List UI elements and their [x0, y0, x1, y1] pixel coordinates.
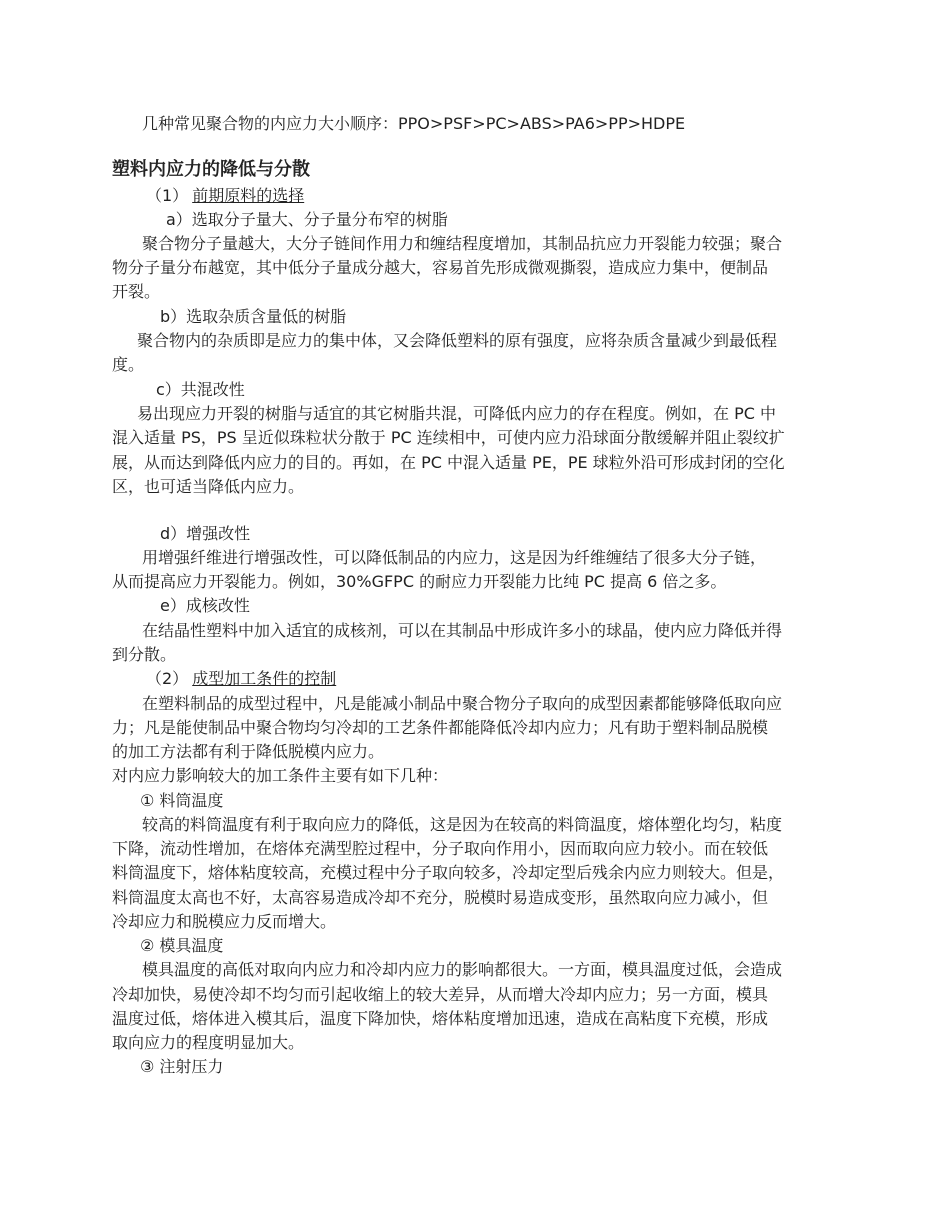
condition-1-line-4: 料筒温度太高也不好，太高容易造成冷却不充分，脱模时易造成变形，虽然取向应力减小，但	[112, 888, 769, 907]
item-c-line-3: 展，从而达到降低内应力的目的。再如，在 PC 中混入适量 PE，PE 球粒外沿可形成封闭的空化	[112, 453, 785, 472]
item-e-line-2: 到分散。	[112, 645, 177, 664]
item-a-line-3: 开裂。	[112, 282, 161, 301]
item-b-line-2: 度。	[112, 355, 145, 374]
condition-2-line-2: 冷却加快，易使冷却不均匀而引起收缩上的较大差异，从而增大冷却内应力；另一方面，模具	[112, 985, 769, 1004]
item-c-line-2: 混入适量 PS，PS 呈近似珠粒状分散于 PC 连续相中，可使内应力沿球面分散缓解并阻止裂纹扩	[112, 428, 785, 447]
item-a-title: a）选取分子量大、分子量分布窄的树脂	[166, 210, 448, 229]
subsection-1-label: 前期原料的选择	[192, 186, 305, 205]
item-a-line-1: 聚合物分子量越大，大分子链间作用力和缠结程度增加，其制品抗应力开裂能力较强；聚合	[142, 234, 783, 253]
subsection-1-title	[146, 184, 304, 208]
item-e-line-1: 在结晶性塑料中加入适宜的成核剂，可以在其制品中形成许多小的球晶，使内应力降低并得	[142, 621, 783, 640]
condition-1-line-2: 下降，流动性增加，在熔体充满型腔过程中，分子取向作用小，因而取向应力较小。而在较低	[112, 839, 769, 858]
condition-1-line-1: 较高的料筒温度有利于取向应力的降低，这是因为在较高的料筒温度，熔体塑化均匀，粘度	[142, 815, 783, 834]
subsection-2-line-3: 的加工方法都有利于降低脱模内应力。	[112, 742, 385, 761]
condition-2-line-4: 取向应力的程度明显加大。	[112, 1033, 305, 1052]
intro-text: 几种常见聚合物的内应力大小顺序：PPO>PSF>PC>ABS>PA6>PP>HDPE	[142, 114, 686, 133]
subsection-2-line-2: 力；凡是能使制品中聚合物均匀冷却的工艺条件都能降低冷却内应力；凡有助于塑料制品脱模	[112, 718, 769, 737]
item-b-title: b）选取杂质含量低的树脂	[160, 307, 347, 326]
section-heading: 塑料内应力的降低与分散	[112, 159, 310, 180]
item-d-title: d）增强改性	[160, 524, 251, 543]
subsection-2-label: 成型加工条件的控制	[192, 669, 337, 688]
subsection-1-number: （1）	[146, 186, 189, 205]
subsection-2-title	[146, 667, 336, 691]
condition-3-title: ③ 注射压力	[140, 1057, 224, 1076]
item-c-line-4: 区，也可适当降低内应力。	[112, 477, 305, 496]
item-d-line-2: 从而提高应力开裂能力。例如，30%GFPC 的耐应力开裂能力比纯 PC 提高 6 倍之多。	[112, 572, 727, 591]
item-c-title: c）共混改性	[156, 380, 245, 399]
item-b-line-1: 聚合物内的杂质即是应力的集中体，又会降低塑料的原有强度，应将杂质含量减少到最低程	[137, 331, 778, 350]
item-a-line-2: 物分子量分布越宽，其中低分子量成分越大，容易首先形成微观撕裂，造成应力集中，便制品	[112, 258, 769, 277]
subsection-2-line-1: 在塑料制品的成型过程中，凡是能减小制品中聚合物分子取向的成型因素都能够降低取向应	[142, 694, 783, 713]
item-c-line-1: 易出现应力开裂的树脂与适宜的其它树脂共混，可降低内应力的存在程度。例如，在 PC 中	[137, 404, 776, 423]
condition-2-line-1: 模具温度的高低对取向内应力和冷却内应力的影响都很大。一方面，模具温度过低，会造成	[142, 960, 783, 979]
condition-1-title: ① 料筒温度	[140, 791, 224, 810]
item-e-title: e）成核改性	[160, 596, 250, 615]
condition-2-title: ② 模具温度	[140, 936, 224, 955]
item-d-line-1: 用增强纤维进行增强改性，可以降低制品的内应力，这是因为纤维缠结了很多大分子链，	[142, 548, 767, 567]
subsection-2-number: （2）	[146, 669, 189, 688]
condition-1-line-3: 料筒温度下，熔体粘度较高，充模过程中分子取向较多，冷却定型后残余内应力则较大。但是，	[112, 863, 785, 882]
condition-2-line-3: 温度过低，熔体进入模其后，温度下降加快，熔体粘度增加迅速，造成在高粘度下充模，形成	[112, 1009, 769, 1028]
subsection-2-line-4: 对内应力影响较大的加工条件主要有如下几种：	[112, 766, 449, 785]
condition-1-line-5: 冷却应力和脱模应力反而增大。	[112, 912, 337, 931]
